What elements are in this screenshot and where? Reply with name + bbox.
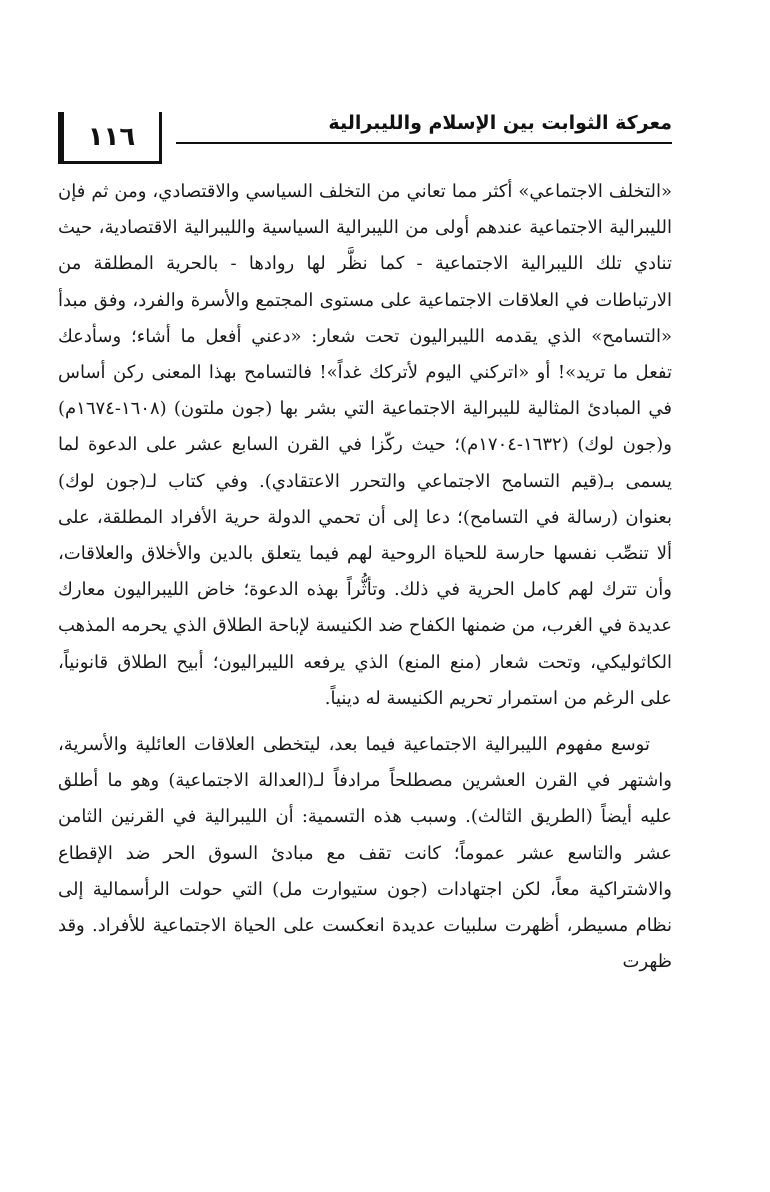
running-title: معركة الثوابت بين الإسلام والليبرالية — [328, 112, 672, 134]
body-text — [58, 174, 672, 980]
paragraph: «التخلف الاجتماعي» أكثر مما تعاني من التخلف السياسي والاقتصادي، ومن ثم فإن الليبرالية الاجتماعية عندهم أولى من الليبرالية السياسية والليبرالية الاقتصادية، حيث تنادي تلك الليبرالية الاجتماعية - كما نظَّر لها روادها - بالحرية المطلقة من الارتباطات في العلاقات الاجتماعية على مستوى المجتمع والأسرة والفرد، وفق مبدأ «التسامح» الذي يقدمه الليبراليون تحت شعار: «دعني أفعل ما أشاء؛ وسأدعك تفعل ما تريد»! أو «اتركني اليوم لأتركك غداً»! فالتسامح بهذا المعنى ركن أساس في المبادئ المثالية لليبرالية الاجتماعية التي بشر بها (جون ملتون) (١٦٠٨-١٦٧٤م) و(جون لوك) (١٦٣٢-١٧٠٤م)؛ حيث ركّزا في القرن السابع عشر على الدعوة لما يسمى بـ(قيم التسامح الاجتماعي والتحرر الاعتقادي). وفي كتاب لـ(جون لوك) بعنوان (رسالة في التسامح)؛ دعا إلى أن تحمي الدولة حرية الأفراد المطلقة، على ألا تنصِّب نفسها حارسة للحياة الروحية لهم فيما يتعلق بالدين والأخلاق والعلاقات، وأن تترك لهم كامل الحرية في ذلك. وتأثُّراً بهذه الدعوة؛ خاض الليبراليون معارك عديدة في الغرب، من ضمنها الكفاح ضد الكنيسة لإباحة الطلاق الذي يحرمه المذهب الكاثوليكي، وتحت شعار (منع المنع) الذي يرفعه الليبراليون؛ أبيح الطلاق قانونياً، على الرغم من استمرار تحريم الكنيسة له دينياً. — [58, 181, 673, 709]
page-number-box — [58, 112, 162, 164]
page-number: ١١٦ — [87, 121, 136, 152]
page-header — [58, 104, 672, 168]
paragraph: توسع مفهوم الليبرالية الاجتماعية فيما بعد، ليتخطى العلاقات العائلية والأسرية، واشتهر في القرن العشرين مصطلحاً مرادفاً لـ(العدالة الاجتماعية) وهو ما أطلق عليه أيضاً (الطريق الثالث). وسبب هذه التسمية: أن الليبرالية في القرنين الثامن عشر والتاسع عشر عموماً؛ كانت تقف مع مبادئ السوق الحر ضد الإقطاع والاشتراكية معاً، لكن اجتهادات (جون ستيوارت مل) التي حولت الرأسمالية إلى نظام مسيطر، أظهرت سلبيات عديدة انعكست على الحياة الاجتماعية للأفراد. وقد ظهرت — [58, 734, 672, 973]
header-rule — [176, 142, 672, 144]
